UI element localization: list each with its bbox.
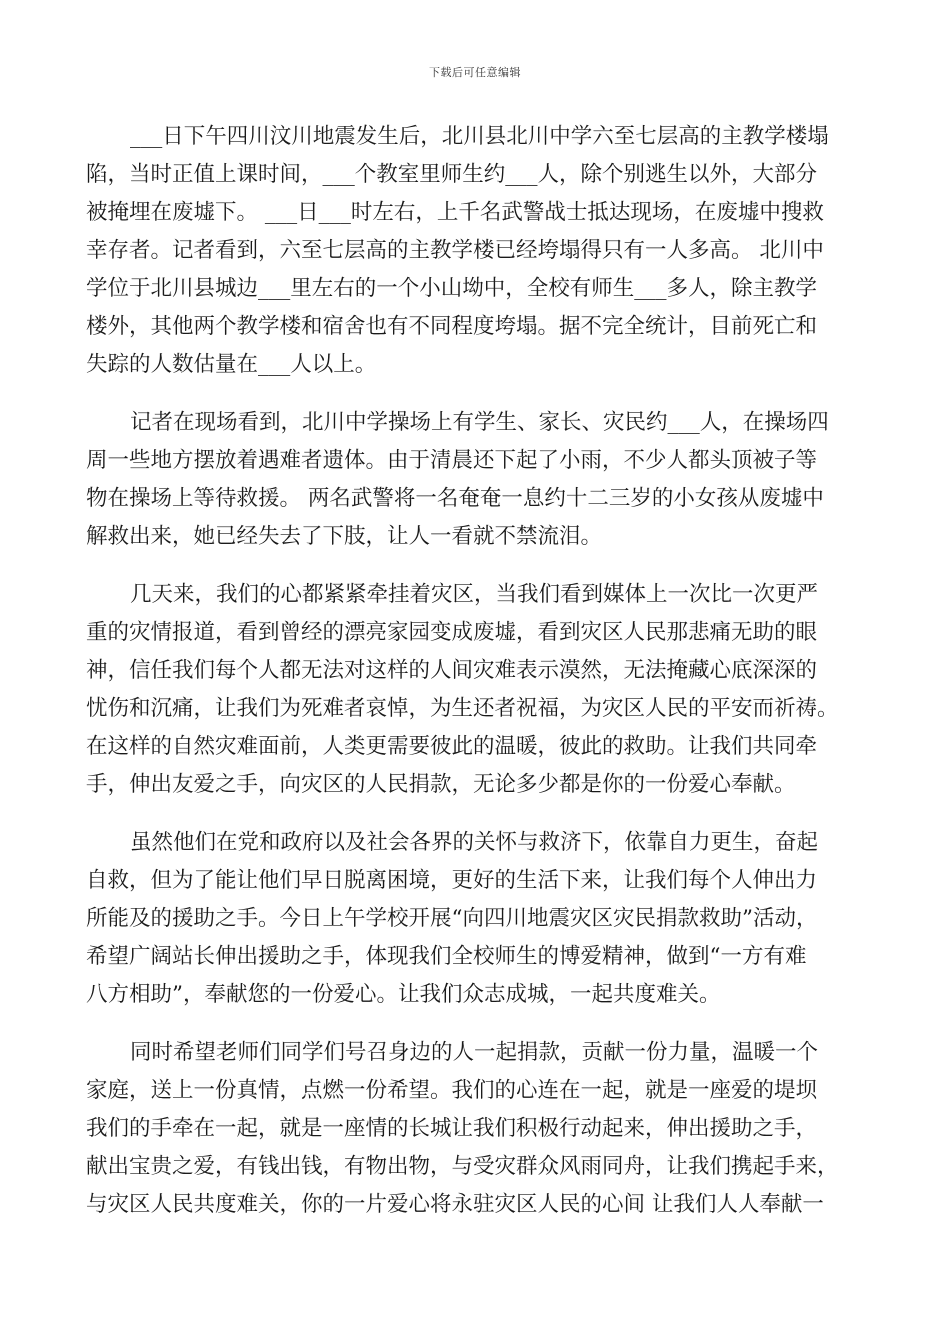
text-line: 周一些地方摆放着遇难者遗体。由于清晨还下起了小雨，不少人都头顶被子等 [86,448,818,473]
text-line: 虽然他们在党和政府以及社会各界的关怀与救济下，依靠自力更生，奋起 [130,830,819,855]
text-line: 献出宝贵之爱，有钱出钱，有物出物，与受灾群众风雨同舟，让我们携起手来， [86,1154,839,1179]
text-line: 解救出来，她已经失去了下肢，让人一看就不禁流泪。 [86,524,603,549]
text-line: 与灾区人民共度难关，你的一片爱心将永驻灾区人民的心间 让我们人人奉献一 [86,1192,824,1217]
text-line: 物在操场上等待救援。 两名武警将一名奄奄一息约十二三岁的小女孩从废墟中 [86,486,824,511]
paragraph-1 [86,118,866,384]
paragraph-4 [86,824,866,1014]
text-line: 重的灾情报道，看到曾经的漂亮家园变成废墟，看到灾区人民那悲痛无助的眼 [86,620,818,645]
paragraph-2 [86,404,866,556]
text-line: 同时希望老师们同学们号召身边的人一起捐款，贡献一份力量，温暖一个 [130,1040,819,1065]
text-line: 失踪的人数估量在___人以上。 [86,352,377,377]
text-line: 忧伤和沉痛，让我们为死难者哀悼，为生还者祝福，为灾区人民的平安而祈祷。 [86,696,839,721]
text-line: 学位于北川县城边___里左右的一个小山坳中，全校有师生___多人，除主教学 [86,276,818,301]
text-line: 楼外，其他两个教学楼和宿舍也有不同程度垮塌。据不完全统计，目前死亡和 [86,314,818,339]
text-line: ___日下午四川汶川地震发生后，北川县北川中学六至七层高的主教学楼塌 [130,124,829,149]
page-header: 下载后可任意编辑 [429,66,521,79]
text-line: 希望广阔站长伸出援助之手，体现我们全校师生的博爱精神，做到“一方有难 [86,944,807,969]
text-line: 记者在现场看到，北川中学操场上有学生、家长、灾民约___人，在操场四 [130,410,829,435]
text-line: 家庭，送上一份真情，点燃一份希望。我们的心连在一起，就是一座爱的堤坝 [86,1078,818,1103]
text-line: 八方相助”，奉献您的一份爱心。让我们众志成城，一起共度难关。 [86,982,721,1007]
text-line: 所能及的援助之手。今日上午学校开展“向四川地震灾区灾民捐款救助”活动， [86,906,818,931]
paragraph-3 [86,576,866,804]
text-line: 几天来，我们的心都紧紧牵挂着灾区，当我们看到媒体上一次比一次更严 [130,582,819,607]
document-body [86,118,866,1244]
text-line: 神，信任我们每个人都无法对这样的人间灾难表示漠然，无法掩藏心底深深的 [86,658,818,683]
text-line: 幸存者。记者看到，六至七层高的主教学楼已经垮塌得只有一人多高。 北川中 [86,238,824,263]
text-line: 在这样的自然灾难面前，人类更需要彼此的温暖，彼此的救助。让我们共同牵 [86,734,818,759]
text-line: 自救，但为了能让他们早日脱离困境，更好的生活下来，让我们每个人伸出力 [86,868,818,893]
text-line: 陷，当时正值上课时间，___个教室里师生约___人，除个别逃生以外，大部分 [86,162,818,187]
text-line: 被掩埋在废墟下。 ___日___时左右，上千名武警战士抵达现场，在废墟中搜救 [86,200,824,225]
text-line: 手，伸出友爱之手，向灾区的人民捐款，无论多少都是你的一份爱心奉献。 [86,772,796,797]
text-line: 我们的手牵在一起，就是一座情的长城让我们积极行动起来，伸出援助之手， [86,1116,818,1141]
paragraph-5 [86,1034,866,1224]
